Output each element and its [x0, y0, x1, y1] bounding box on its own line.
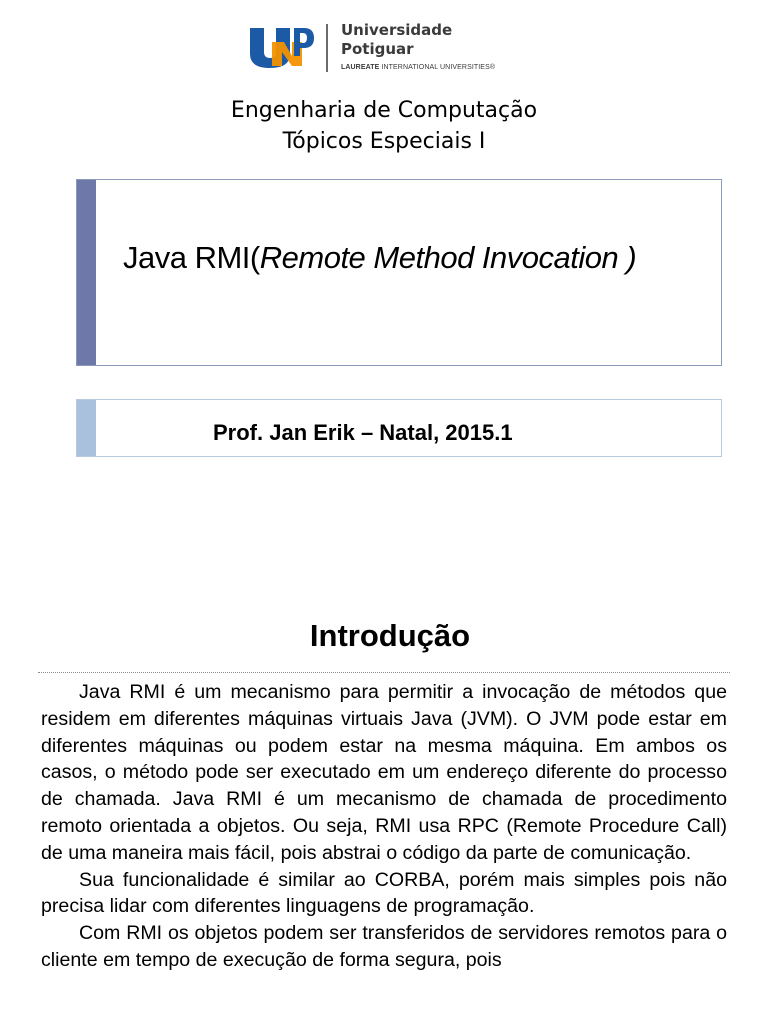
title-box	[76, 179, 722, 366]
author-box	[76, 399, 722, 457]
author-line: Prof. Jan Erik – Natal, 2015.1	[213, 420, 513, 445]
slide-title-italic: Remote Method Invocation )	[259, 240, 637, 275]
university-logo-icon	[248, 24, 314, 70]
paragraph: Java RMI é um mecanismo para permitir a invocação de métodos que residem em diferentes máquinas virtuais Java (JVM). O JVM pode estar em diferentes máquinas ou podem estar na mesma máquina. Em ambos os casos, o método pode ser executado em um endereço diferente do processo de chamada. Java RMI é um mecanismo de chamada de procedimento remoto orientada a objetos. Ou seja, RMI usa RPC (Remote Procedure Call) de uma maneira mais fácil, pois abstrai o código da parte de comunicação.	[41, 681, 727, 864]
section-divider	[38, 672, 730, 673]
author-accent-bar	[77, 400, 96, 456]
title-accent-bar	[77, 180, 96, 365]
logo-name-line2: Potiguar	[341, 40, 414, 58]
paragraph: Com RMI os objetos podem ser transferidos de servidores remotos para o cliente em tempo de execução de forma segura, pois	[41, 922, 727, 971]
course-name: Engenharia de Computação	[230, 98, 538, 123]
slide-title-main: Java RMI(	[123, 240, 260, 275]
paragraph: Sua funcionalidade é similar ao CORBA, porém mais simples pois não precisa lidar com diferentes linguagens de programação.	[41, 868, 727, 918]
slide-title	[123, 240, 636, 276]
section-body	[41, 679, 727, 974]
section-heading: Introdução	[309, 618, 471, 653]
logo-tagline	[341, 64, 495, 71]
logo-name-line1: Universidade	[341, 21, 453, 39]
course-subject: Tópicos Especiais I	[282, 129, 486, 154]
logo-tagline-rest: INTERNATIONAL UNIVERSITIES®	[379, 64, 496, 71]
logo-tagline-bold: LAUREATE	[341, 64, 380, 71]
logo-divider	[326, 24, 328, 72]
